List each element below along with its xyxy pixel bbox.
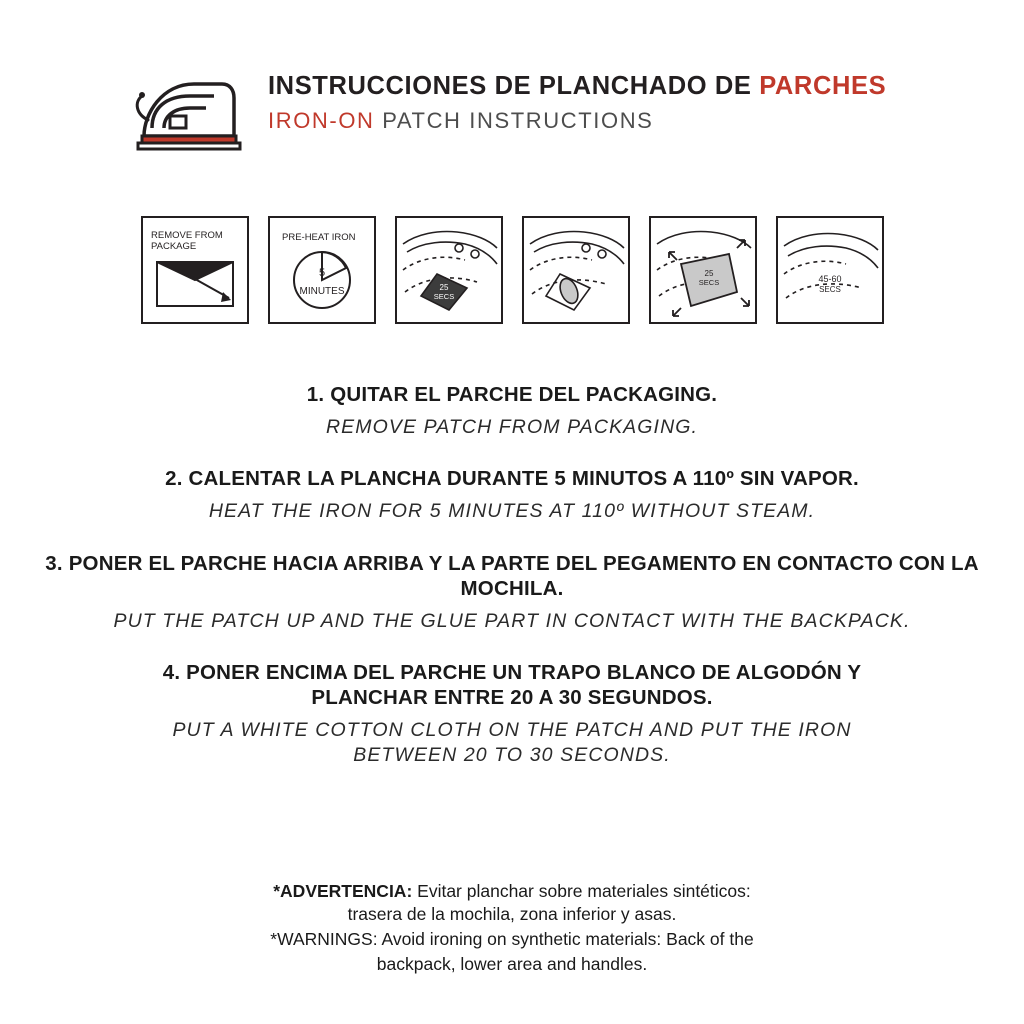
warning-en-line2: backpack, lower area and handles. xyxy=(376,953,648,974)
cooldown-icon xyxy=(776,216,884,324)
icon-1-label-line2: PACKAGE xyxy=(150,241,196,252)
step-1 xyxy=(0,382,1024,440)
step-4-text-es: 4. PONER ENCIMA DEL PARCHE UN TRAPO BLANCO DE ALGODÓN Y PLANCHAR ENTRE 20 A 30 SEGUNDOS. xyxy=(162,661,862,710)
page-header xyxy=(0,0,1024,154)
warning-es-label: *ADVERTENCIA: xyxy=(273,880,413,901)
icon-3-badge-line2: SECS xyxy=(433,292,454,301)
page-title-en-rest: PATCH INSTRUCTIONS xyxy=(374,108,654,133)
page-title-es xyxy=(268,72,886,101)
warning-en-text1: Avoid ironing on synthetic materials: Back of the xyxy=(377,928,754,949)
warning-es-line2: trasera de la mochila, zona inferior y asas. xyxy=(347,903,677,924)
place-patch-icon xyxy=(395,216,503,324)
patch-on-backpack-icon xyxy=(522,216,630,324)
icon-5-badge-line1: 25 xyxy=(704,269,713,278)
warning-es-line1 xyxy=(0,880,1024,903)
step-4 xyxy=(0,660,1024,769)
header-text-block xyxy=(268,58,886,134)
warning-es-text1: Evitar planchar sobre materiales sintéticos: xyxy=(412,880,751,901)
warning-block xyxy=(0,880,1024,976)
iron-icon xyxy=(118,62,250,154)
step-3 xyxy=(0,551,1024,634)
preheat-iron-icon xyxy=(268,216,376,324)
step-2-text-es: 2. CALENTAR LA PLANCHA DURANTE 5 MINUTOS A 110º SIN VAPOR. xyxy=(165,467,859,491)
icon-2-label-line1: PRE-HEAT IRON xyxy=(281,232,356,243)
iron-patch-icon xyxy=(649,216,757,324)
icon-2-dial-number: 5 xyxy=(318,267,325,279)
warning-en-line1 xyxy=(0,928,1024,951)
steps-list xyxy=(0,382,1024,769)
step-2-text-en: HEAT THE IRON FOR 5 MINUTES AT 110º WITHOUT STEAM. xyxy=(208,500,816,523)
page-title-en-accent: IRON-ON xyxy=(268,108,375,133)
icon-6-badge-line2: SECS xyxy=(818,285,841,294)
icon-5-badge-line2: SECS xyxy=(698,278,719,287)
step-3-text-en: PUT THE PATCH UP AND THE GLUE PART IN CONTACT WITH THE BACKPACK. xyxy=(113,609,911,632)
remove-from-package-icon xyxy=(141,216,249,324)
instruction-icon-strip xyxy=(0,216,1024,324)
step-1-text-en: REMOVE PATCH FROM PACKAGING. xyxy=(325,416,699,438)
icon-3-badge-line1: 25 xyxy=(439,283,448,292)
page-title-en xyxy=(268,108,886,134)
icon-2-dial-unit: MINUTES xyxy=(299,286,344,297)
page-title-es-prefix: INSTRUCCIONES DE PLANCHADO DE xyxy=(268,72,760,100)
icon-1-label-line1: REMOVE FROM xyxy=(150,230,223,241)
step-3-text-es: 3. PONER EL PARCHE HACIA ARRIBA Y LA PARTE DEL PEGAMENTO EN CONTACTO CON LA MOCHILA. xyxy=(45,551,979,600)
page-title-es-accent: PARCHES xyxy=(759,72,887,100)
step-2 xyxy=(0,466,1024,524)
icon-6-badge-line1: 45-60 xyxy=(817,274,842,284)
step-1-text-es: 1. QUITAR EL PARCHE DEL PACKAGING. xyxy=(306,383,718,406)
step-4-text-en: PUT A WHITE COTTON CLOTH ON THE PATCH AND PUT THE IRON BETWEEN 20 TO 30 SECONDS. xyxy=(172,719,852,767)
warning-en-label: *WARNINGS: xyxy=(270,928,378,949)
